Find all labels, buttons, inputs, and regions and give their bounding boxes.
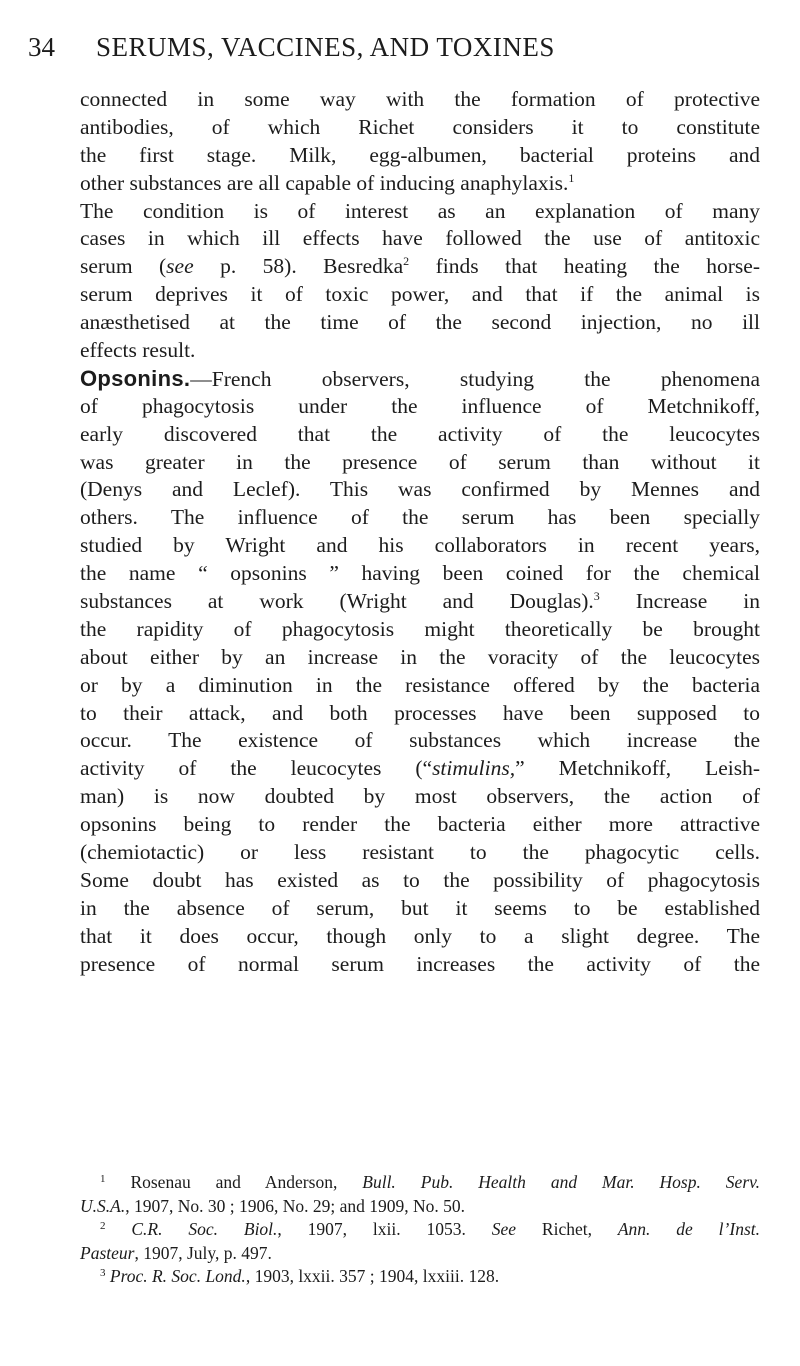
footnote-3 bbox=[80, 1265, 760, 1289]
text-line: anæsthetised at the time of the second injection, no ill bbox=[80, 310, 760, 335]
text-line: The condition is of interest as an explanation of many bbox=[80, 198, 760, 223]
text-segment: , 1903, lxxii. 357 ; 1904, lxxiii. 128. bbox=[245, 1266, 500, 1286]
text-line: serum deprives it of toxic power, and that if the animal is bbox=[80, 282, 760, 307]
text-line bbox=[80, 253, 760, 281]
text-line: opsonins being to render the bacteria either more attractive bbox=[80, 812, 760, 837]
italic-text: stimulins, bbox=[432, 756, 516, 781]
italic-text: Proc. R. Soc. Lond. bbox=[109, 1266, 246, 1286]
footnote-1-cont bbox=[80, 1195, 760, 1219]
text-line bbox=[80, 365, 760, 393]
text-segment: serum ( bbox=[80, 254, 167, 279]
text-segment: —French observers, studying the phenomena bbox=[190, 366, 760, 391]
text-line: antibodies, of which Richet considers it to constitute bbox=[80, 114, 760, 139]
text-segment: finds that heating the horse- bbox=[409, 254, 760, 279]
text-line: (chemiotactic) or less resistant to the phagocytic cells. bbox=[80, 840, 760, 865]
text-line bbox=[80, 170, 760, 198]
text-line: early discovered that the activity of the leucocytes bbox=[80, 421, 760, 446]
italic-text: see bbox=[166, 254, 194, 279]
section-heading: Opsonins. bbox=[80, 365, 191, 391]
text-segment: Increase in bbox=[599, 589, 760, 614]
text-line: connected in some way with the formation of protective bbox=[80, 87, 760, 111]
text-line: to their attack, and both processes have been supposed to bbox=[80, 700, 760, 725]
text-segment: substances at work (Wright and Douglas). bbox=[80, 589, 594, 614]
text-line: studied by Wright and his collaborators in recent years, bbox=[80, 533, 760, 558]
text-line: occur. The existence of substances which increase the bbox=[80, 728, 760, 753]
text-line: (Denys and Leclef). This was confirmed by Mennes and bbox=[80, 477, 760, 502]
footnote-ref: 1 bbox=[568, 170, 575, 185]
italic-text: U.S.A. bbox=[80, 1195, 126, 1216]
text-line: the name “ opsonins ” having been coined for the chemical bbox=[80, 561, 760, 586]
text-line: of phagocytosis under the influence of Metchnikoff, bbox=[80, 393, 760, 418]
italic-text: Pasteur bbox=[80, 1242, 135, 1263]
text-segment: other substances are all capable of inducing anaphylaxis. bbox=[80, 170, 569, 195]
text-line: the rapidity of phagocytosis might theoretically be brought bbox=[80, 616, 760, 641]
text-line: cases in which ill effects have followed the use of antitoxic bbox=[80, 226, 760, 251]
text-segment: activity of the leucocytes (“ bbox=[80, 756, 433, 781]
running-title: SERUMS, VACCINES, AND TOXINES bbox=[96, 32, 555, 62]
footnote-mark: 2 bbox=[100, 1220, 106, 1232]
text-line: was greater in the presence of serum than without it bbox=[80, 449, 760, 474]
text-line: man) is now doubted by most observers, the action of bbox=[80, 784, 760, 809]
text-line: effects result. bbox=[80, 338, 196, 363]
text-line bbox=[80, 755, 760, 783]
footnote-1 bbox=[80, 1171, 760, 1195]
text-line bbox=[80, 588, 760, 616]
footnotes bbox=[80, 1171, 760, 1289]
footnote-mark: 1 bbox=[100, 1173, 106, 1185]
text-line: others. The influence of the serum has been specially bbox=[80, 505, 760, 530]
text-line: presence of normal serum increases the activity of the bbox=[80, 951, 760, 976]
page-number: 34 bbox=[28, 32, 55, 62]
footnote-2-cont bbox=[80, 1242, 760, 1266]
text-segment: , 1907, lxii. 1053. bbox=[277, 1219, 492, 1239]
text-line: or by a diminution in the resistance offered by the bacteria bbox=[80, 672, 760, 697]
running-header bbox=[28, 32, 758, 62]
text-segment bbox=[106, 1219, 132, 1239]
text-segment: p. 58). Besredka bbox=[193, 254, 404, 279]
italic-text: See bbox=[491, 1219, 517, 1239]
footnote-2 bbox=[80, 1218, 760, 1242]
text-line: in the absence of serum, but it seems to be established bbox=[80, 895, 760, 920]
text-segment: ” Metchnikoff, Leish- bbox=[515, 756, 760, 781]
text-segment: Rosenau and Anderson, bbox=[105, 1172, 363, 1192]
main-text bbox=[80, 86, 760, 979]
footnote-ref: 3 bbox=[593, 589, 600, 604]
italic-text: C.R. Soc. Biol. bbox=[131, 1219, 278, 1239]
text-segment: Richet, bbox=[516, 1219, 618, 1239]
text-line: the first stage. Milk, egg-albumen, bacterial proteins and bbox=[80, 142, 760, 167]
footnote-mark: 3 bbox=[100, 1267, 106, 1279]
text-segment: , 1907, No. 30 ; 1906, No. 29; and 1909, No. 50. bbox=[125, 1195, 465, 1216]
footnote-ref: 2 bbox=[403, 254, 410, 269]
text-segment: , 1907, July, p. 497. bbox=[134, 1242, 272, 1263]
italic-text: Bull. Pub. Health and Mar. Hosp. Serv. bbox=[362, 1172, 760, 1192]
text-line: that it does occur, though only to a slight degree. The bbox=[80, 923, 760, 948]
text-line: about either by an increase in the voracity of the leucocytes bbox=[80, 644, 760, 669]
text-line: Some doubt has existed as to the possibility of phagocytosis bbox=[80, 867, 760, 892]
italic-text: Ann. de l’Inst. bbox=[617, 1219, 761, 1239]
